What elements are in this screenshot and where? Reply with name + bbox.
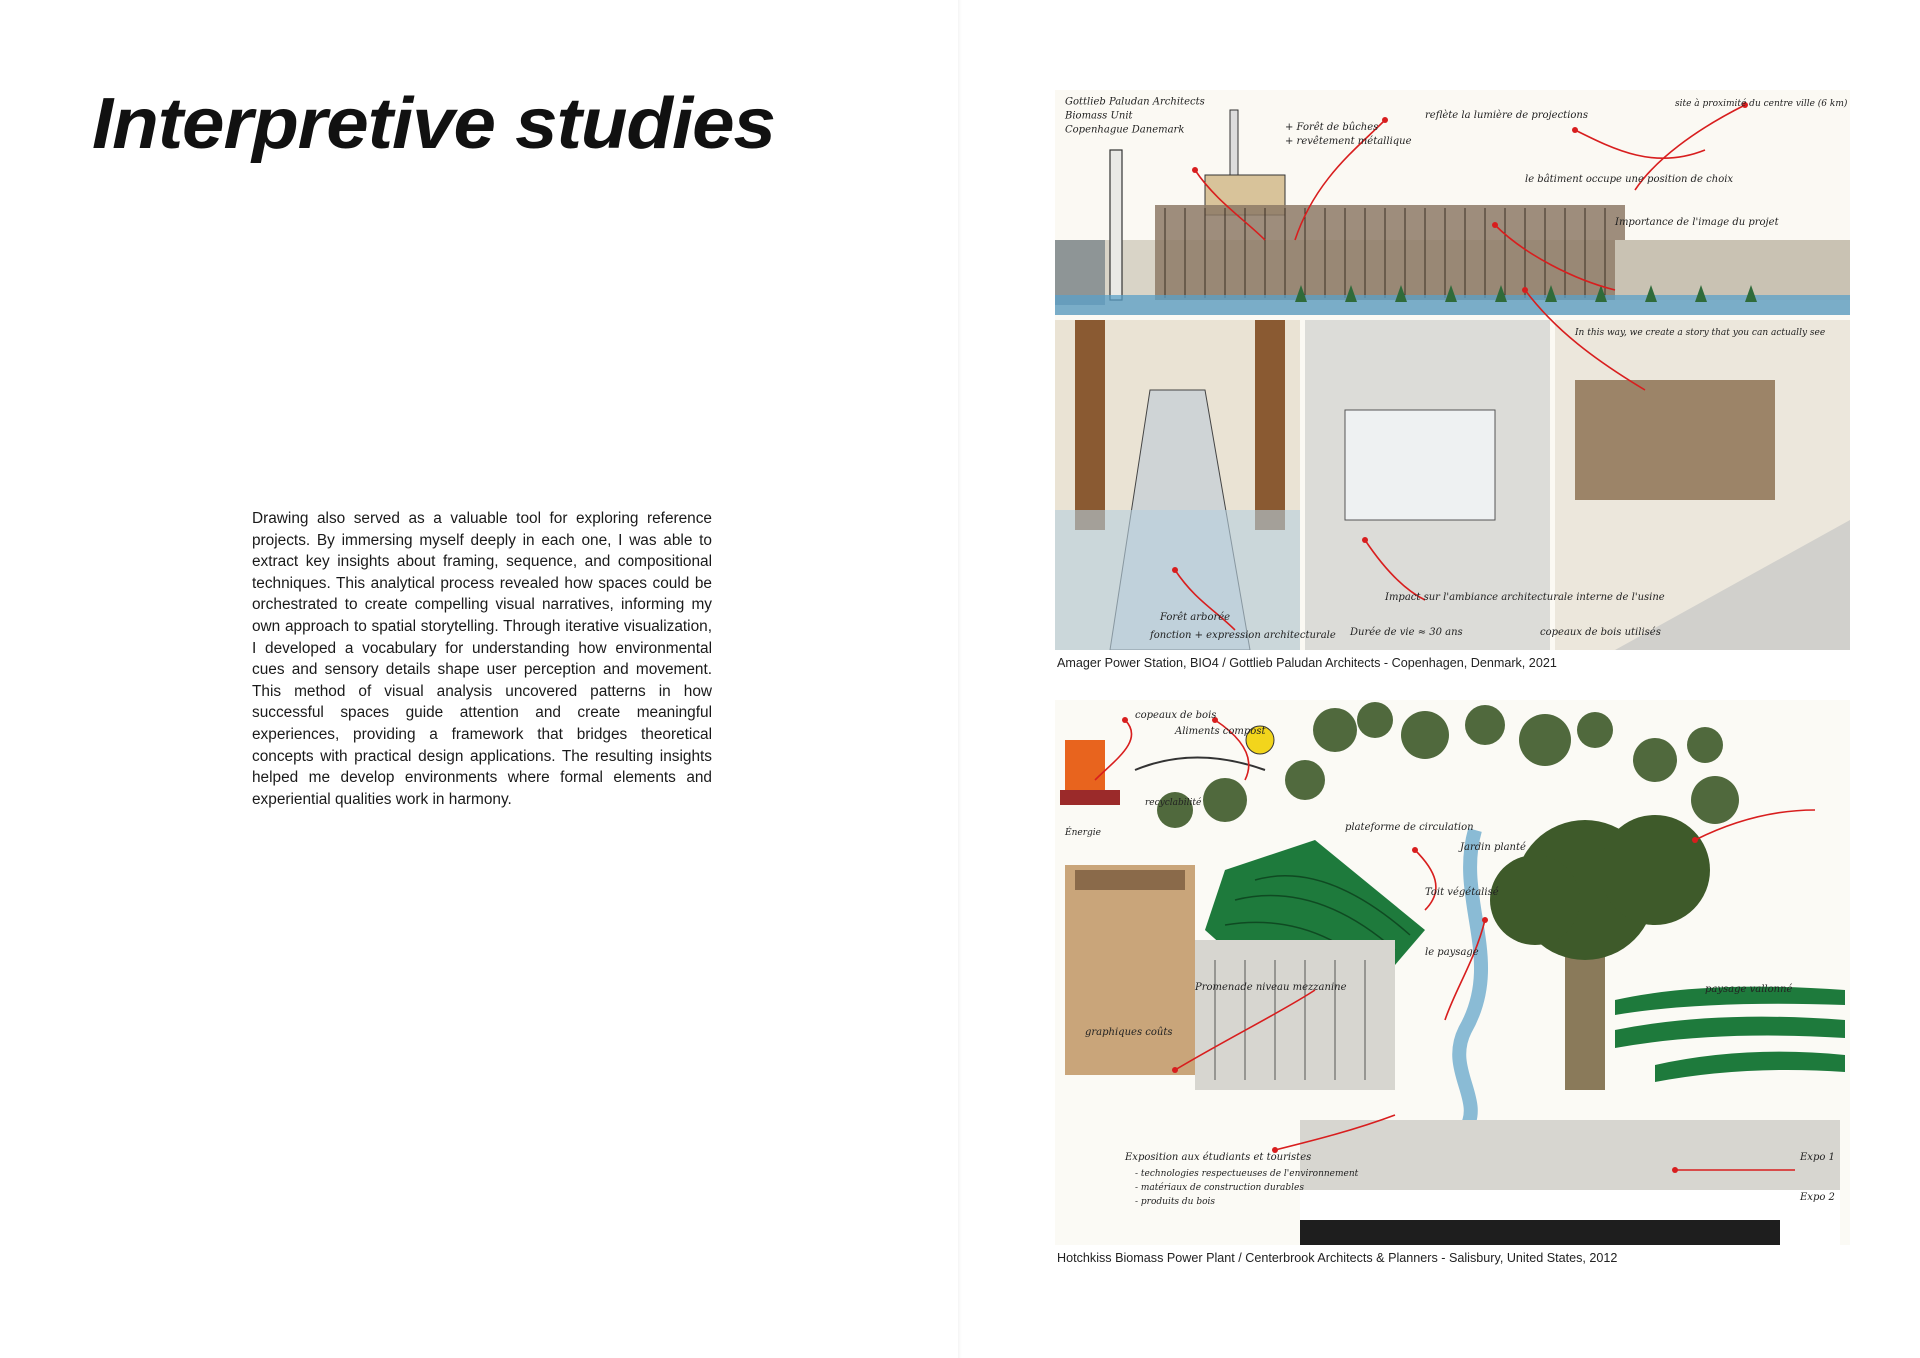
hotchkiss-sketch-drawing	[1055, 700, 1850, 1245]
annotation-story: In this way, we create a story that you can actually see	[1575, 328, 1826, 338]
annotation-landscape: le paysage	[1425, 947, 1479, 958]
annotation-expo1: Expo 1	[1800, 1152, 1835, 1163]
annotation-chips: copeaux de bois	[1135, 710, 1217, 721]
annotation-expo2: Expo 2	[1800, 1192, 1835, 1203]
annotation-architects: Gottlieb Paludan Architects	[1065, 96, 1205, 108]
amager-sketch-image	[1055, 90, 1850, 650]
annotation-roof: Toit végétalisé	[1425, 887, 1499, 898]
annotation-forest: + Forêt de bûches	[1285, 122, 1379, 133]
annotation-interior: Impact sur l'ambiance architecturale interne de l'usine	[1385, 592, 1665, 603]
annotation-cladding: + revêtement métallique	[1285, 136, 1412, 147]
annotation-position: le bâtiment occupe une position de choix	[1525, 174, 1734, 185]
annotation-project: Biomass Unit	[1065, 110, 1133, 122]
annotation-promenade: Promenade niveau mezzanine	[1195, 982, 1347, 993]
annotation-impact-image: Importance de l'image du projet	[1615, 217, 1779, 228]
annotation-site: site à proximité du centre ville (6 km)	[1675, 99, 1848, 109]
annotation-platform: plateforme de circulation	[1345, 822, 1474, 833]
annotation-lifespan: Durée de vie ≈ 30 ans	[1350, 627, 1463, 638]
body-paragraph: Drawing also served as a valuable tool for exploring reference projects. By immersing myself deeply in each one, I was able to extract key insights about framing, sequence, and compositional techniques. This analytical process revealed how spaces could be orchestrated to create compelling visual narratives, informing my own approach to spatial storytelling. Through iterative visualization, I developed a vocabulary for understanding how environmental cues and sensory details shape user perception and movement. This method of visual analysis uncovered patterns in how successful spaces guide attention and create meaningful experiences, providing a framework that bridges theoretical concepts with practical design applications. The resulting insights helped me develop environments where formal elements and experiential qualities work in harmony.	[252, 510, 712, 808]
annotation-materials: - matériaux de construction durables	[1135, 1183, 1304, 1193]
annotation-function: fonction + expression architecturale	[1150, 630, 1336, 641]
annotation-expo: Exposition aux étudiants et touristes	[1125, 1152, 1312, 1163]
annotation-garden: Jardin planté	[1460, 842, 1526, 853]
annotation-valley: paysage vallonné	[1705, 984, 1793, 995]
page-title: Interpretive studies	[92, 84, 775, 164]
annotation-location: Copenhague Danemark	[1065, 124, 1185, 136]
annotation-energy: Énergie	[1065, 828, 1101, 838]
annotation-recycle: recyclabilité	[1145, 798, 1202, 808]
amager-sketch-drawing	[1055, 90, 1850, 650]
page-gutter	[958, 0, 962, 1358]
annotation-products: - produits du bois	[1135, 1197, 1216, 1207]
annotation-chips: copeaux de bois utilisés	[1540, 627, 1661, 638]
figure-caption-2: Hotchkiss Biomass Power Plant / Centerbrook Architects & Planners - Salisbury, United States, 2012	[1057, 1251, 1618, 1265]
annotation-compost: Aliments compost	[1175, 726, 1266, 737]
annotation-reflection: reflète la lumière de projections	[1425, 110, 1588, 121]
hotchkiss-sketch-image	[1055, 700, 1850, 1245]
annotation-graphics: graphiques coûts	[1085, 1027, 1173, 1038]
annotation-tech: - technologies respectueuses de l'environnement	[1135, 1169, 1359, 1179]
annotation-forest-tree: Forêt arborée	[1160, 612, 1231, 623]
figure-caption-1: Amager Power Station, BIO4 / Gottlieb Paludan Architects - Copenhagen, Denmark, 2021	[1057, 656, 1557, 670]
